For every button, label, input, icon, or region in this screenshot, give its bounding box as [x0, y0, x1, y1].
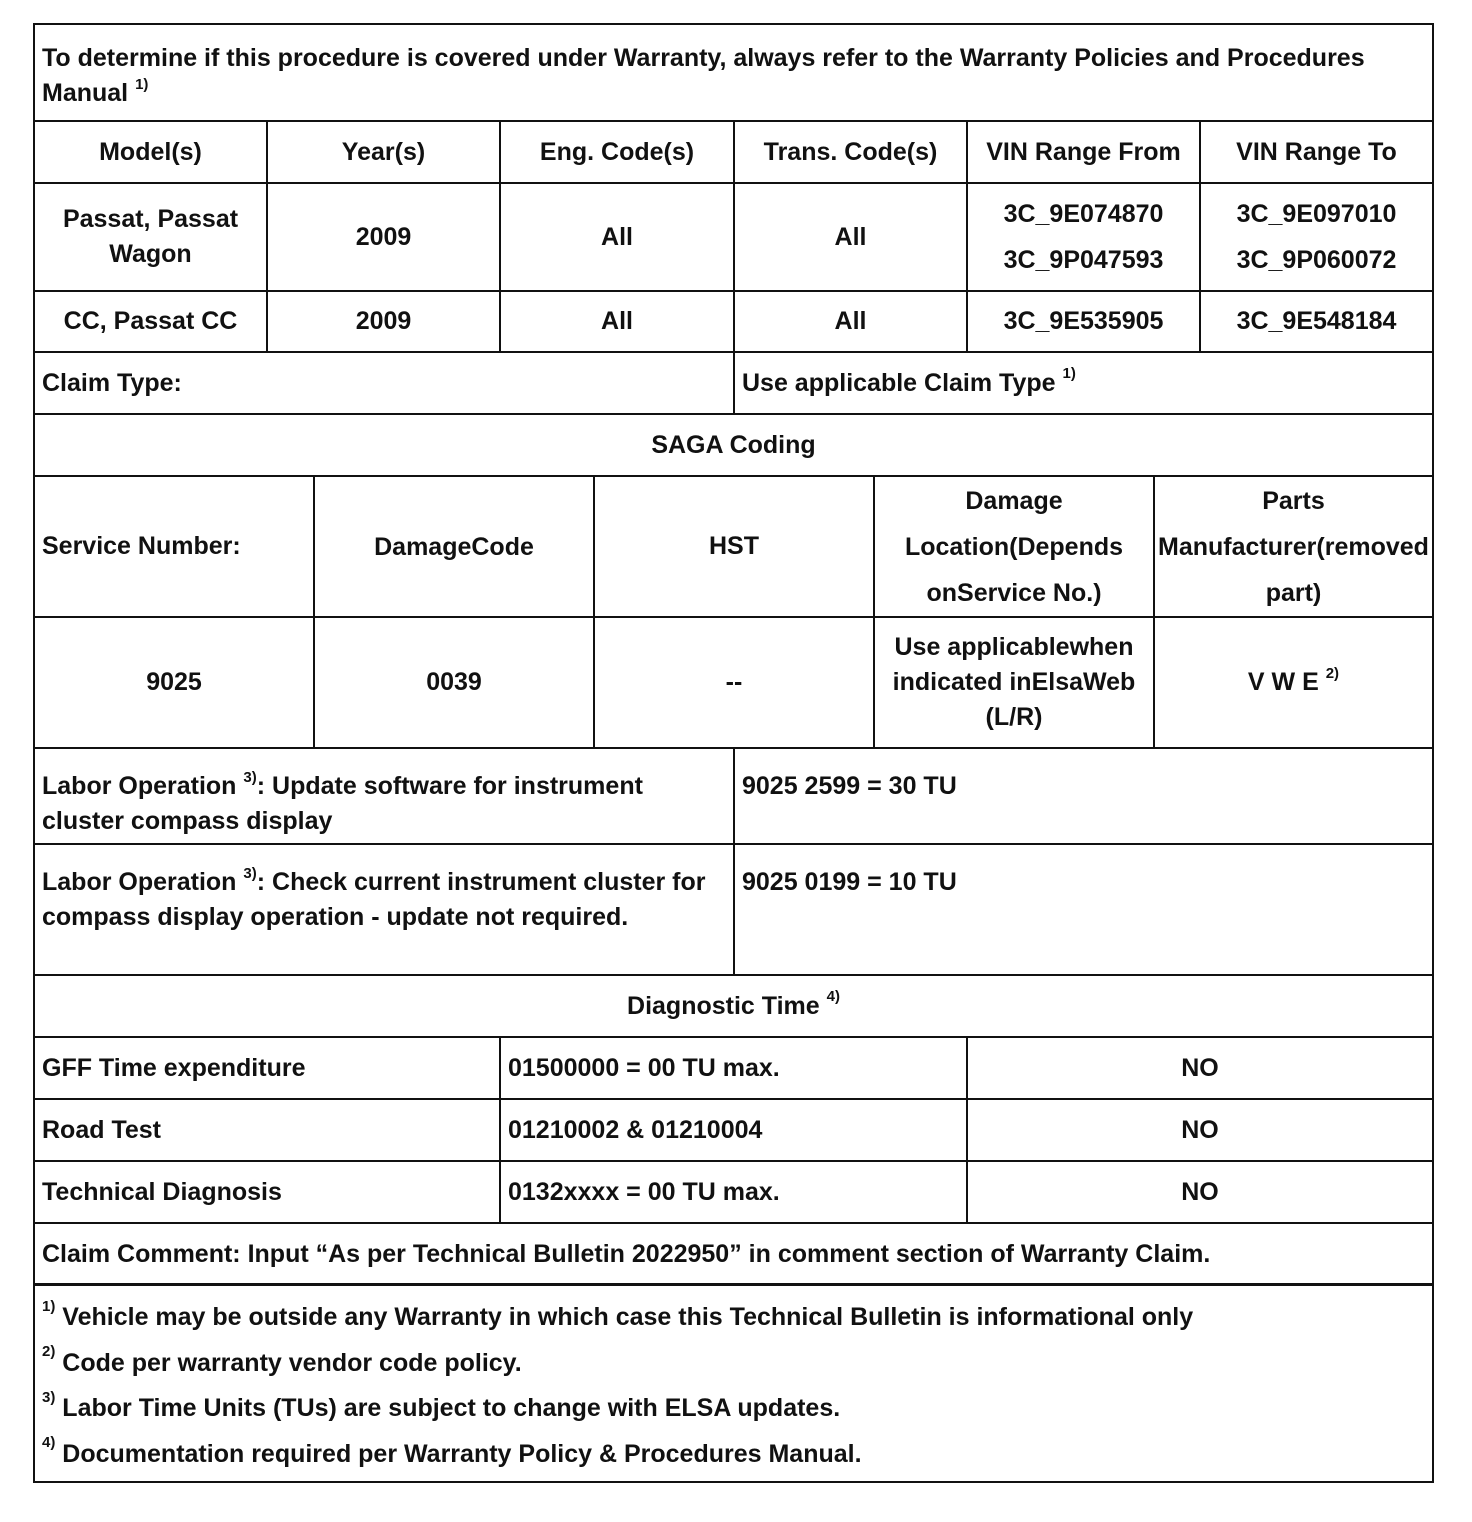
diagnostic-row-code: 01210002 & 01210004 [499, 1098, 968, 1162]
diagnostic-time-title: Diagnostic Time $^{4)}$ [33, 974, 1434, 1038]
col-header-vin-from: VIN Range From [966, 120, 1201, 184]
diagnostic-row-value: NO [966, 1036, 1434, 1100]
labor-operation-description: Labor Operation $^{3)}$: Check current instrument cluster for compass display operation - update not required. [33, 843, 735, 976]
table-row-vin-to: 3C_9E097010 3C_9P060072 [1199, 182, 1434, 292]
saga-value-service-number: 9025 [33, 616, 315, 749]
saga-coding-title: SAGA Coding [33, 413, 1434, 477]
footnote-item: $^{2)}$ Code per warranty vendor code policy. [42, 1343, 522, 1377]
col-header-trans-codes: Trans. Code(s) [733, 120, 968, 184]
claim-type-label: Claim Type: [33, 351, 735, 415]
table-row-vin-to: 3C_9E548184 [1199, 290, 1434, 353]
footnote-ref: 4) [826, 988, 840, 1006]
diagnostic-row-code: 01500000 = 00 TU max. [499, 1036, 968, 1100]
table-row-trans-code: All [733, 290, 968, 353]
diagnostic-row-code: 0132xxxx = 00 TU max. [499, 1160, 968, 1224]
table-row-year: 2009 [266, 182, 501, 292]
table-row-eng-code: All [499, 182, 735, 292]
warranty-header [33, 23, 1434, 122]
col-header-eng-codes: Eng. Code(s) [499, 120, 735, 184]
diagnostic-row-value: NO [966, 1098, 1434, 1162]
footnote-item: $^{3)}$ Labor Time Units (TUs) are subject to change with ELSA updates. [42, 1388, 841, 1422]
footnote-ref: 3) [243, 768, 257, 786]
saga-header-damage-location: Damage Location(Depends onService No.) [873, 475, 1155, 618]
footnote-ref: 1) [1062, 365, 1076, 383]
saga-value-parts-manufacturer: V W E $^{2)}$ [1153, 616, 1434, 749]
saga-header-hst: HST [593, 475, 875, 618]
table-row-model: Passat, Passat Wagon [33, 182, 268, 292]
table-row-model: CC, Passat CC [33, 290, 268, 353]
saga-header-damage-code: DamageCode [313, 475, 595, 618]
saga-header-service-number: Service Number: [33, 475, 315, 618]
saga-value-hst: -- [593, 616, 875, 749]
footnote-item: $^{4)}$ Documentation required per Warranty Policy & Procedures Manual. [42, 1434, 862, 1468]
diagnostic-row-value: NO [966, 1160, 1434, 1224]
footnote-ref: 1) [135, 75, 149, 93]
footnote-ref: 3) [243, 864, 257, 882]
footnotes [33, 1283, 1434, 1483]
diagnostic-row-label: Road Test [33, 1098, 501, 1162]
table-row-vin-from: 3C_9E074870 3C_9P047593 [966, 182, 1201, 292]
diagnostic-row-label: GFF Time expenditure [33, 1036, 501, 1100]
claim-type-value: Use applicable Claim Type $^{1)}$ [733, 351, 1434, 415]
footnote-item: $^{1)}$ Vehicle may be outside any Warranty in which case this Technical Bulletin is informational only [42, 1297, 1194, 1331]
table-row-year: 2009 [266, 290, 501, 353]
saga-header-parts-manufacturer: Parts Manufacturer(removed part) [1153, 475, 1434, 618]
diagnostic-row-label: Technical Diagnosis [33, 1160, 501, 1224]
saga-value-damage-code: 0039 [313, 616, 595, 749]
warranty-header-text: To determine if this procedure is covered under Warranty, always refer to the Warranty Policies and Procedures Manual [42, 44, 1365, 107]
footnote-ref: 2) [1325, 664, 1340, 682]
col-header-vin-to: VIN Range To [1199, 120, 1434, 184]
claim-comment: Claim Comment: Input “As per Technical Bulletin 2022950” in comment section of Warranty Claim. [33, 1222, 1434, 1286]
col-header-models: Model(s) [33, 120, 268, 184]
col-header-years: Year(s) [266, 120, 501, 184]
table-row-trans-code: All [733, 182, 968, 292]
labor-operation-code: 9025 0199 = 10 TU [733, 843, 1434, 976]
table-row-eng-code: All [499, 290, 735, 353]
table-row-vin-from: 3C_9E535905 [966, 290, 1201, 353]
saga-value-damage-location: Use applicablewhen indicated inElsaWeb (L/R) [873, 616, 1155, 749]
labor-operation-description: Labor Operation $^{3)}$: Update software for instrument cluster compass display [33, 747, 735, 845]
labor-operation-code: 9025 2599 = 30 TU [733, 747, 1434, 845]
